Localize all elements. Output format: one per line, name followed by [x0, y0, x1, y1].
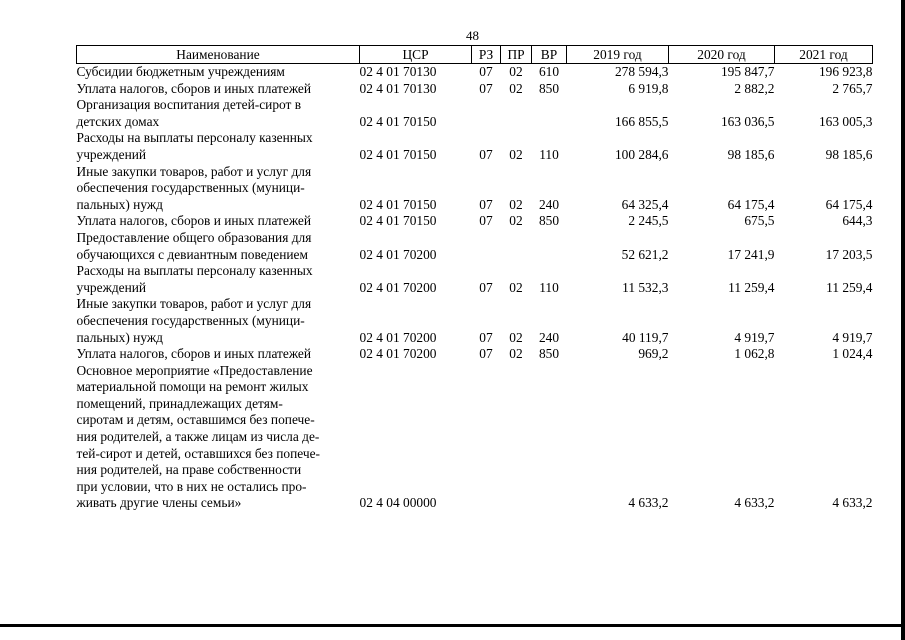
budget-table: [76, 45, 873, 512]
row-2020: 11 259,4: [728, 279, 775, 295]
row-rz: 07: [479, 64, 493, 79]
table-row: [77, 230, 873, 263]
row-2021: 196 923,8: [818, 64, 873, 79]
row-name: Уплата налогов, сборов и иных платежей: [76, 213, 312, 229]
row-name: Расходы на выплаты персоналу казенных учреждений: [76, 130, 313, 162]
row-vr: 110: [539, 146, 559, 162]
scan-edge-right: [901, 0, 905, 640]
row-vr: 110: [539, 279, 559, 295]
row-2021: 1 024,4: [832, 346, 873, 362]
row-2019: 166 855,5: [614, 113, 669, 129]
row-pr: [501, 230, 532, 263]
row-pr: [501, 363, 532, 512]
row-pr: 02: [509, 213, 523, 229]
row-rz: 07: [479, 329, 493, 345]
row-name: Уплата налогов, сборов и иных платежей: [76, 80, 312, 96]
table-row: [77, 213, 873, 230]
row-vr: 850: [538, 346, 560, 362]
table-row: [77, 363, 873, 512]
row-csr: 02 4 01 70200: [359, 346, 437, 362]
row-csr: 02 4 01 70130: [359, 64, 437, 79]
row-name: Расходы на выплаты персоналу казенных учреждений: [76, 263, 313, 295]
row-name: Субсидии бюджетным учреждениям: [76, 64, 285, 79]
row-rz: [472, 97, 501, 130]
row-2019: 4 633,2: [628, 495, 669, 511]
header-csr: ЦСР: [360, 46, 472, 64]
row-2021: 17 203,5: [825, 246, 873, 262]
row-rz: 07: [479, 196, 493, 212]
row-vr: 850: [538, 213, 560, 229]
header-name: Наименование: [77, 46, 360, 64]
row-rz: 07: [479, 346, 493, 362]
header-pr: ПР: [501, 46, 532, 64]
row-2021: 163 005,3: [818, 113, 873, 129]
row-2019: 11 532,3: [622, 279, 669, 295]
row-vr: 240: [538, 196, 560, 212]
row-rz: [472, 363, 501, 512]
table-row: [77, 164, 873, 214]
row-rz: 07: [479, 213, 493, 229]
row-2020: 64 175,4: [727, 196, 775, 212]
row-2019: 52 621,2: [621, 246, 669, 262]
table-header-row: [77, 46, 873, 64]
header-vr: ВР: [532, 46, 567, 64]
row-2020: 17 241,9: [727, 246, 775, 262]
row-csr: 02 4 01 70200: [359, 279, 437, 295]
table-row: [77, 64, 873, 81]
row-2020: 195 847,7: [720, 64, 775, 79]
row-2019: 40 119,7: [622, 329, 669, 345]
row-2021: 64 175,4: [825, 196, 873, 212]
row-csr: 02 4 01 70150: [359, 213, 437, 229]
table-row: [77, 346, 873, 363]
row-2019: 278 594,3: [614, 64, 669, 79]
row-vr: [532, 363, 567, 512]
row-pr: 02: [509, 64, 523, 79]
row-csr: 02 4 01 70200: [359, 329, 437, 345]
table-row: [77, 81, 873, 98]
row-csr: 02 4 01 70200: [359, 246, 437, 262]
row-pr: 02: [509, 196, 523, 212]
row-pr: 02: [509, 329, 523, 345]
row-2020: 98 185,6: [727, 146, 775, 162]
row-name: Организация воспитания детей-сирот в детских домах: [76, 97, 302, 129]
header-2019: 2019 год: [567, 46, 669, 64]
row-vr: [532, 97, 567, 130]
row-pr: 02: [509, 346, 523, 362]
header-2020: 2020 год: [669, 46, 775, 64]
row-2021: 2 765,7: [832, 80, 873, 96]
row-2020: 163 036,5: [720, 113, 775, 129]
row-name: Предоставление общего образования для обучающихся с девиантным поведением: [76, 229, 312, 262]
row-name: Иные закупки товаров, работ и услуг для обеспечения государственных (муници- пальных) нужд: [76, 296, 312, 345]
row-2019: 64 325,4: [621, 196, 669, 212]
row-2021: 4 919,7: [832, 329, 873, 345]
table-row: [77, 130, 873, 163]
row-vr: 240: [538, 329, 560, 345]
row-csr: 02 4 01 70150: [359, 196, 437, 212]
table-row: [77, 97, 873, 130]
header-2021: 2021 год: [775, 46, 873, 64]
row-csr: 02 4 01 70150: [359, 113, 437, 129]
row-2020: 4 919,7: [734, 329, 775, 345]
row-csr: 02 4 04 00000: [359, 495, 437, 511]
row-2019: 2 245,5: [628, 213, 669, 229]
row-2019: 6 919,8: [628, 80, 669, 96]
row-2021: 11 259,4: [826, 279, 873, 295]
header-rz: РЗ: [472, 46, 501, 64]
row-2021: 98 185,6: [825, 146, 873, 162]
row-pr: 02: [509, 80, 523, 96]
row-vr: 850: [538, 80, 560, 96]
row-vr: [532, 230, 567, 263]
row-rz: [472, 230, 501, 263]
row-2019: 969,2: [638, 346, 669, 362]
row-2020: 2 882,2: [734, 80, 775, 96]
row-2021: 644,3: [842, 213, 873, 229]
row-pr: 02: [509, 279, 523, 295]
row-pr: [501, 97, 532, 130]
row-rz: 07: [479, 279, 493, 295]
row-2020: 675,5: [744, 213, 775, 229]
row-pr: 02: [509, 146, 523, 162]
row-name: Основное мероприятие «Предоставление материальной помощи на ремонт жилых помещений, принадлежащих детям- сиротам и детям, оставшимся без попече- ния родителей, а также лицам из числа де- тей-сирот и детей, оставшихся без попече- ния родителей, на праве собственности при условии, что в них не остались про- живать другие члены семьи»: [76, 362, 321, 511]
row-2020: 4 633,2: [734, 495, 775, 511]
row-2020: 1 062,8: [734, 346, 775, 362]
row-name: Иные закупки товаров, работ и услуг для обеспечения государственных (муници- пальных) нужд: [76, 163, 312, 212]
row-rz: 07: [479, 146, 493, 162]
row-csr: 02 4 01 70130: [359, 80, 437, 96]
scan-edge-bottom: [0, 624, 905, 627]
row-2019: 100 284,6: [614, 146, 669, 162]
page-number: 48: [466, 28, 479, 43]
row-2021: 4 633,2: [832, 495, 873, 511]
table-row: [77, 263, 873, 296]
row-rz: 07: [479, 80, 493, 96]
row-name: Уплата налогов, сборов и иных платежей: [76, 346, 312, 362]
table-row: [77, 296, 873, 346]
row-csr: 02 4 01 70150: [359, 146, 437, 162]
row-vr: 610: [538, 64, 560, 79]
